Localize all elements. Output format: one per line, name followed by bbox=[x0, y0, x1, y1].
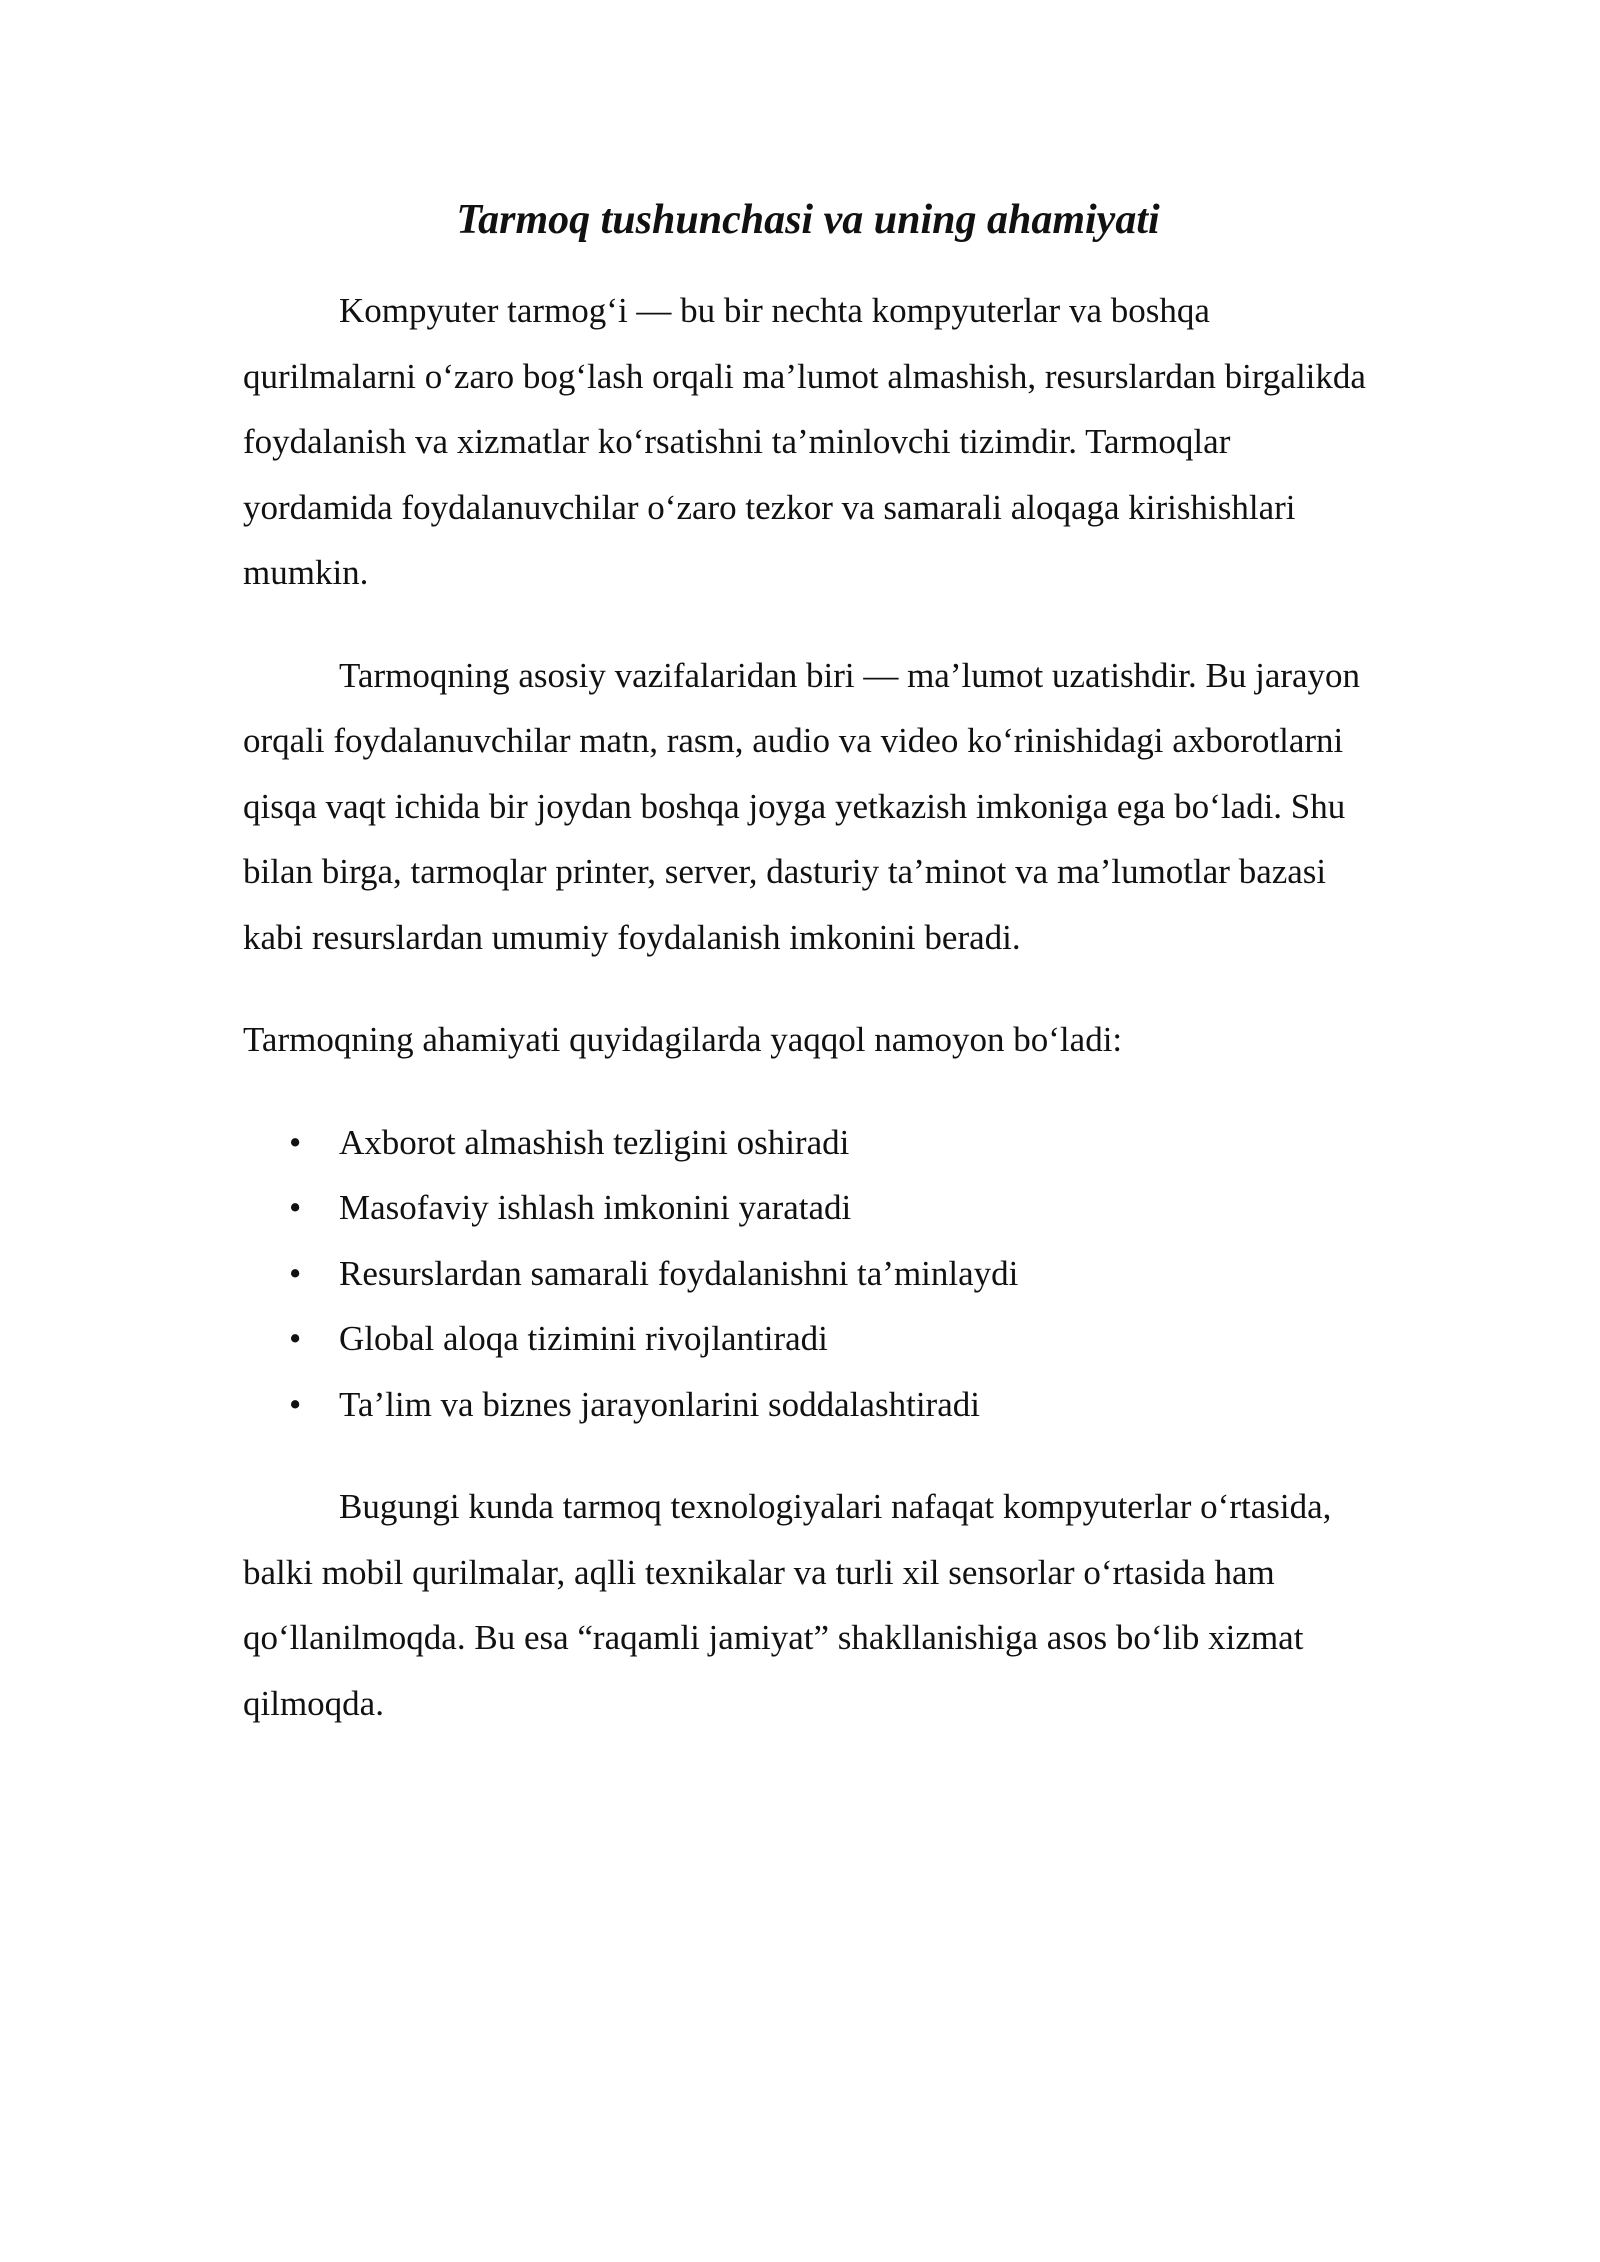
bullet-icon: • bbox=[289, 1319, 302, 1358]
list-item-text: Masofaviy ishlash imkonini yaratadi bbox=[339, 1188, 852, 1227]
paragraph-data-transfer: Tarmoqning asosiy vazifalaridan biri — ma’lumot uzatishdir. Bu jarayon orqali foydalanuvchilar matn, rasm, audio va video ko‘rinishidagi axborotlarni qisqa vaqt ichida bir joydan boshqa joyga yetkazish imkoniga ega bo‘ladi. Shu bilan birga, tarmoqlar printer, server, dasturiy ta’minot va ma’lumotlar bazasi kabi resurslardan umumiy foydalanish imkonini beradi. bbox=[243, 655, 1361, 957]
list-item-text: Resurslardan samarali foydalanishni ta’minlaydi bbox=[339, 1253, 1019, 1293]
paragraph-closing: Bugungi kunda tarmoq texnologiyalari nafaqat kompyuterlar o‘rtasida, balki mobil qurilmalar, aqlli texnikalar va turli xil sensorlar o‘rtasida ham qo‘llanilmoqda. Bu esa “raqamli jamiyat” shakllanishiga asos bo‘lib xizmat qilmoqda. bbox=[243, 1487, 1332, 1723]
document-body bbox=[243, 190, 1373, 1773]
list-item-text: Global aloqa tizimini rivojlantiradi bbox=[339, 1319, 828, 1358]
bullet-icon: • bbox=[289, 1384, 302, 1424]
bullet-icon: • bbox=[289, 1188, 302, 1227]
list-item-text: Axborot almashish tezligini oshiradi bbox=[339, 1122, 850, 1162]
importance-list bbox=[243, 1110, 1373, 1438]
bullet-icon: • bbox=[289, 1253, 302, 1293]
list-item bbox=[243, 1175, 1373, 1241]
list-item bbox=[243, 1306, 1373, 1372]
list-item-text: Ta’lim va biznes jarayonlarini soddalashtiradi bbox=[339, 1384, 980, 1424]
list-item bbox=[243, 1110, 1373, 1176]
paragraph-definition: Kompyuter tarmog‘i — bu bir nechta kompyuterlar va boshqa qurilmalarni o‘zaro bog‘lash orqali ma’lumot almashish, resurslardan birgalikda foydalanish va xizmatlar ko‘rsatishni ta’minlovchi tizimdir. Tarmoqlar yordamida foydalanuvchilar o‘zaro tezkor va samarali aloqaga kirishishlari mumkin. bbox=[243, 291, 1366, 592]
paragraph-importance-intro: Tarmoqning ahamiyati quyidagilarda yaqqol namoyon bo‘ladi: bbox=[243, 1020, 1123, 1059]
document-title: Tarmoq tushunchasi va uning ahamiyati bbox=[456, 197, 1160, 243]
list-item bbox=[243, 1241, 1373, 1307]
list-item bbox=[243, 1372, 1373, 1438]
bullet-icon: • bbox=[289, 1122, 302, 1162]
